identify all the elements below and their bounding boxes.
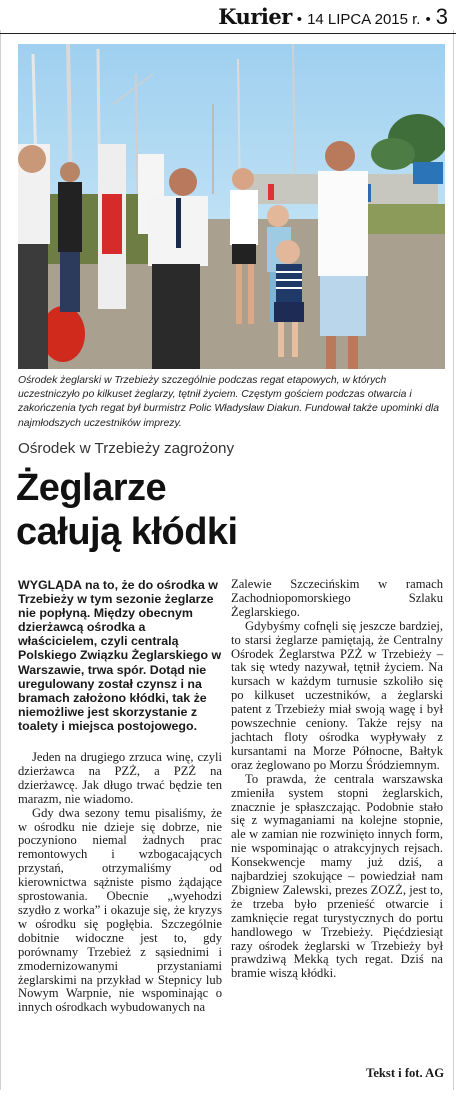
article-paragraph: Jeden na drugiego zrzuca winę, czyli dzierżawca na PZŻ, a PZŻ na dzierżawcę. Jak długo trwać będzie ten marazm, nie wiadomo.: [18, 750, 222, 806]
article-lead: [18, 578, 222, 733]
masthead-separator: •: [425, 11, 431, 28]
photo-caption: Ośrodek żeglarski w Trzebieży szczególnie podczas regat etapowych, w których uczestniczyło po kilkuset żeglarzy, tętnił życiem. Częstym gościem podczas otwarcia i zakończenia tych regat był burmistrz Polic Władysław Diakun. Fundował także upominki dla najmłodszych uczestników imprezy.: [18, 375, 440, 429]
lead-opening-word: WYGLĄDA: [18, 578, 82, 592]
article-column-1: [18, 578, 222, 1015]
byline: Tekst i fot. AG: [366, 1066, 444, 1080]
article-photo: [18, 44, 445, 369]
lead-text: na to, że do ośrodka w Trzebieży w tym sezonie żeglarze nie popłyną. Między obecnym dzierżawcą ośrodka a właścicielem, czyli centralą Polskiego Związku Żeglarskiego w Warszawie, trwa spór. Dotąd nie uregulowany został czynsz i na bramach założono kłódki, tak że niemożliwe jest skorzystanie z toalety i miejsca postojowego.: [18, 578, 222, 733]
page-number: 3: [435, 4, 448, 29]
kicker: Ośrodek w Trzebieży zagrożony: [18, 440, 235, 457]
masthead-rule: [0, 33, 456, 34]
headline-line-2: całują kłódki: [16, 511, 238, 553]
masthead: [0, 4, 448, 32]
article-paragraph: To prawda, że centrala warszawska zmieniła system stopni żeglarskich, znacznie je spłaszczając. Podobnie stało się z wymaganiami na kolejne stopnie, ale w zamian nie rozwinięto innych form, nie wspominając o atrakcyjnych rejsach. Konsekwencje mamy już dziś, a najbardziej szokujące – powiedział nam Zbigniew Zalewski, prezes ZOZŻ, jest to, że trzeba było przenieść otwarcie i zamknięcie regat turystycznych do portu handlowego w Trzebieży. Pięćdziesiąt razy ośrodek żeglarski w Trzebieży był prawdziwą Mekką tych regat. Dziś na bramie wiszą kłódki.: [231, 771, 443, 981]
article-paragraph: Zalewie Szczecińskim w ramach Zachodniopomorskiego Szlaku Żeglarskiego.: [231, 577, 443, 619]
headline: [16, 466, 446, 554]
article-paragraph: Gdybyśmy cofnęli się jeszcze bardziej, to starsi żeglarze pamiętają, że Centralny Ośrodek Żeglarstwa PZŻ w Trzebieży – tak się wtedy nazywał, tętnił życiem. Na kursach w każdym turnusie szkoliło się po kilkuset uczestników, a żeglarski patent z Trzebieży miał swoją wagę i był powszechnie ceniony. Także rejsy na jachtach floty ośrodka wypływały z kursantami na Morze Północne, Bałtyk oraz żeglowano po Morzu Śródziemnym.: [231, 618, 443, 772]
headline-line-1: Żeglarze: [16, 467, 167, 509]
newspaper-name: Kurier: [218, 4, 292, 29]
issue-date: 14 LIPCA 2015 r.: [307, 11, 421, 28]
masthead-separator: •: [296, 11, 303, 28]
page-edge-right: [453, 30, 454, 1090]
article-column-2: [231, 578, 443, 981]
photo-sailing-ceremony-icon: [18, 44, 445, 369]
page-edge-left: [0, 30, 1, 1090]
article-paragraph: Gdy dwa sezony temu pisaliśmy, że w ośrodku nie dzieje się dobrze, nie poczyniono niemal żadnych prac remontowych i wzbogacających przystań, otrzymaliśmy od kierownictwa sążniste pismo żądające sprostowania. Obecnie „wyehodzi szydło z worka” i okazuje się, że kryzys w ośrodku się pogłębia. Szczególnie dobitnie widoczne jest to, gdy porównamy Trzebież z sąsiednimi i zmodernizowanymi przystaniami żeglarskimi na przykład w Stepnicy lub Nowym Warpnie, nie wspominając o innych ośrodkach wybudowanych na: [18, 805, 222, 1015]
